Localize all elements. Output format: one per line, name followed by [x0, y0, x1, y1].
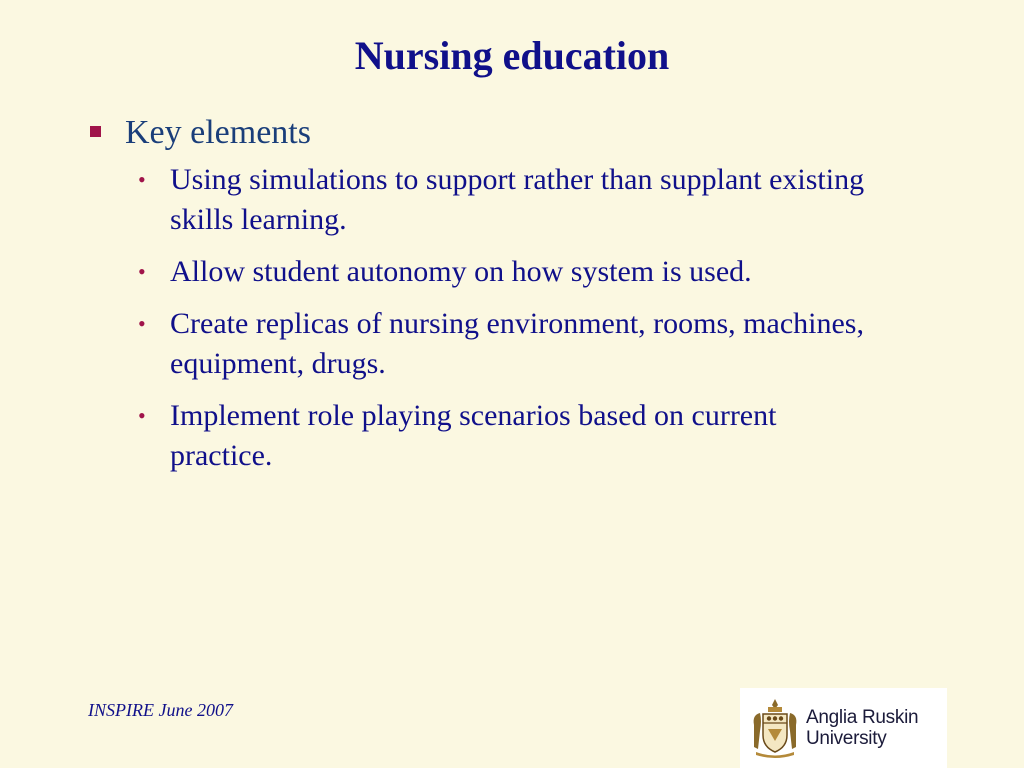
university-logo [740, 688, 947, 768]
logo-wordmark [806, 707, 918, 749]
list-item-text: Using simulations to support rather than supplant existing skills learning. [170, 163, 865, 236]
list-item-text: Implement role playing scenarios based on current practice. [170, 399, 777, 472]
bullet-list [90, 112, 950, 488]
list-item [138, 252, 950, 292]
list-item [138, 304, 950, 384]
slide-title: Nursing education [354, 33, 670, 78]
bullet-heading-row [90, 112, 950, 154]
slide-footer: INSPIRE June 2007 [88, 700, 233, 720]
logo-line-1: Anglia Ruskin [806, 707, 919, 728]
dot-bullet-icon: • [138, 167, 146, 192]
bullet-heading: Key elements [125, 114, 311, 151]
dot-bullet-icon: • [138, 311, 146, 336]
square-bullet-icon [90, 126, 101, 137]
university-crest-icon [750, 697, 800, 759]
list-item [138, 160, 950, 240]
list-item-text: Create replicas of nursing environment, rooms, machines, equipment, drugs. [170, 307, 864, 380]
dot-bullet-icon: • [138, 403, 146, 428]
logo-line-2: University [806, 728, 887, 749]
dot-bullet-icon: • [138, 259, 146, 284]
list-item [138, 396, 950, 476]
list-item-text: Allow student autonomy on how system is used. [170, 255, 752, 288]
sub-bullet-list [90, 160, 950, 476]
